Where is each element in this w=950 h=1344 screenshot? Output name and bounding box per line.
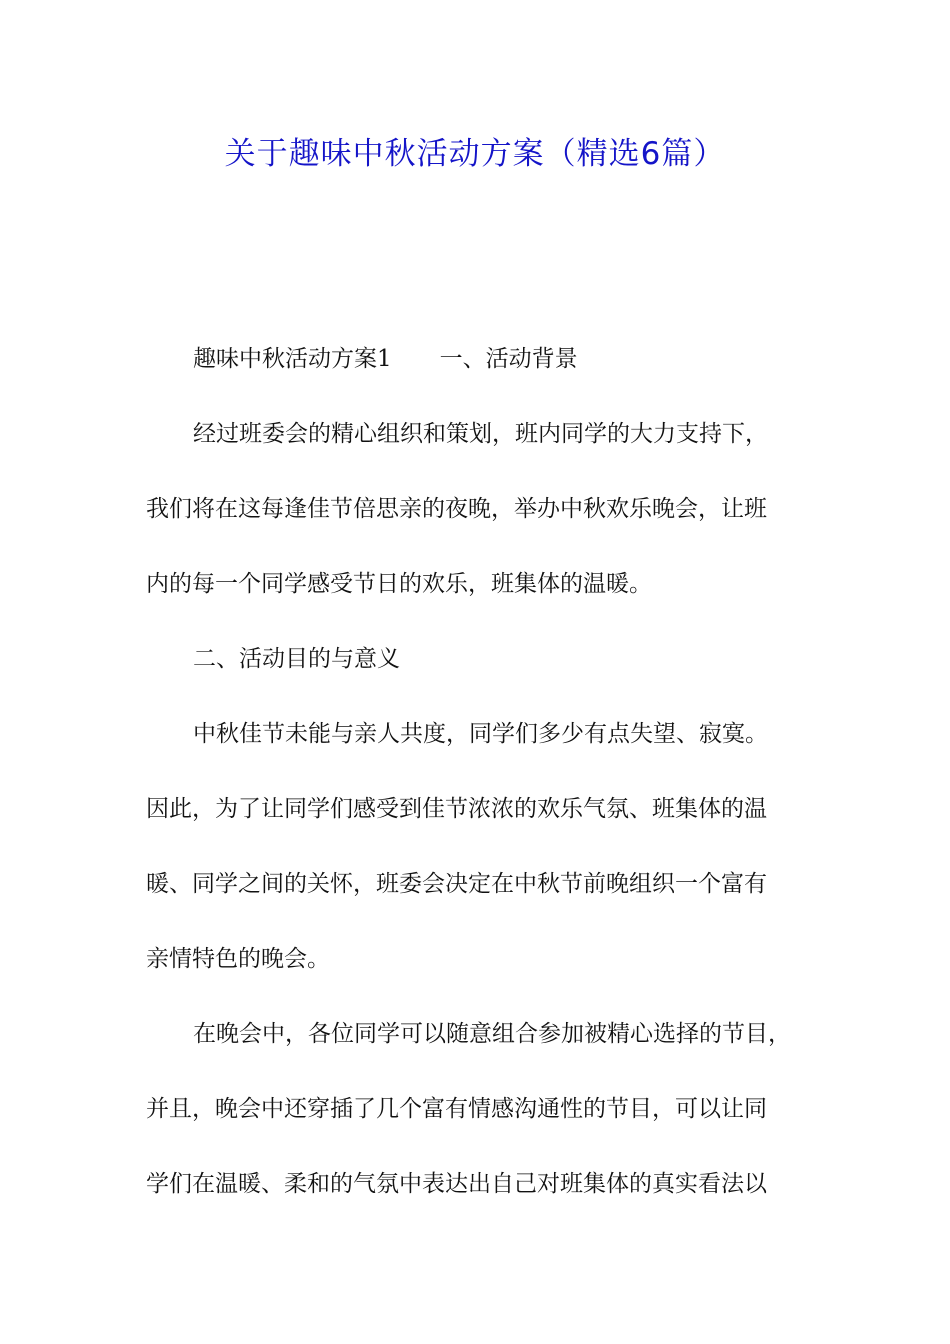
sub-heading: 一、活动背景 [439,346,578,372]
paragraph-line: 内的每一个同学感受节日的欢乐，班集体的温暖。 [146,571,652,597]
section-heading: 趣味中秋活动方案1 [193,346,392,372]
document-title: 关于趣味中秋活动方案（精选6篇） [224,136,726,172]
paragraph-line [146,339,873,379]
paragraph-line: 亲情特色的晚会。 [146,946,330,972]
sub-heading: 二、活动目的与意义 [193,646,400,672]
paragraph-line: 我们将在这每逢佳节倍思亲的夜晚，举办中秋欢乐晚会，让班 [146,496,767,522]
paragraph-line: 并且，晚会中还穿插了几个富有情感沟通性的节目，可以让同 [146,1096,767,1122]
paragraph-line: 中秋佳节未能与亲人共度，同学们多少有点失望、寂寞。 [193,721,768,747]
paragraph-line: 学们在温暖、柔和的气氛中表达出自己对班集体的真实看法以 [146,1171,767,1197]
paragraph-line: 经过班委会的精心组织和策划，班内同学的大力支持下， [193,421,768,447]
paragraph-line: 因此，为了让同学们感受到佳节浓浓的欢乐气氛、班集体的温 [146,796,767,822]
paragraph-line: 暖、同学之间的关怀，班委会决定在中秋节前晚组织一个富有 [146,871,767,897]
paragraph-line: 在晚会中，各位同学可以随意组合参加被精心选择的节目， [193,1021,791,1047]
